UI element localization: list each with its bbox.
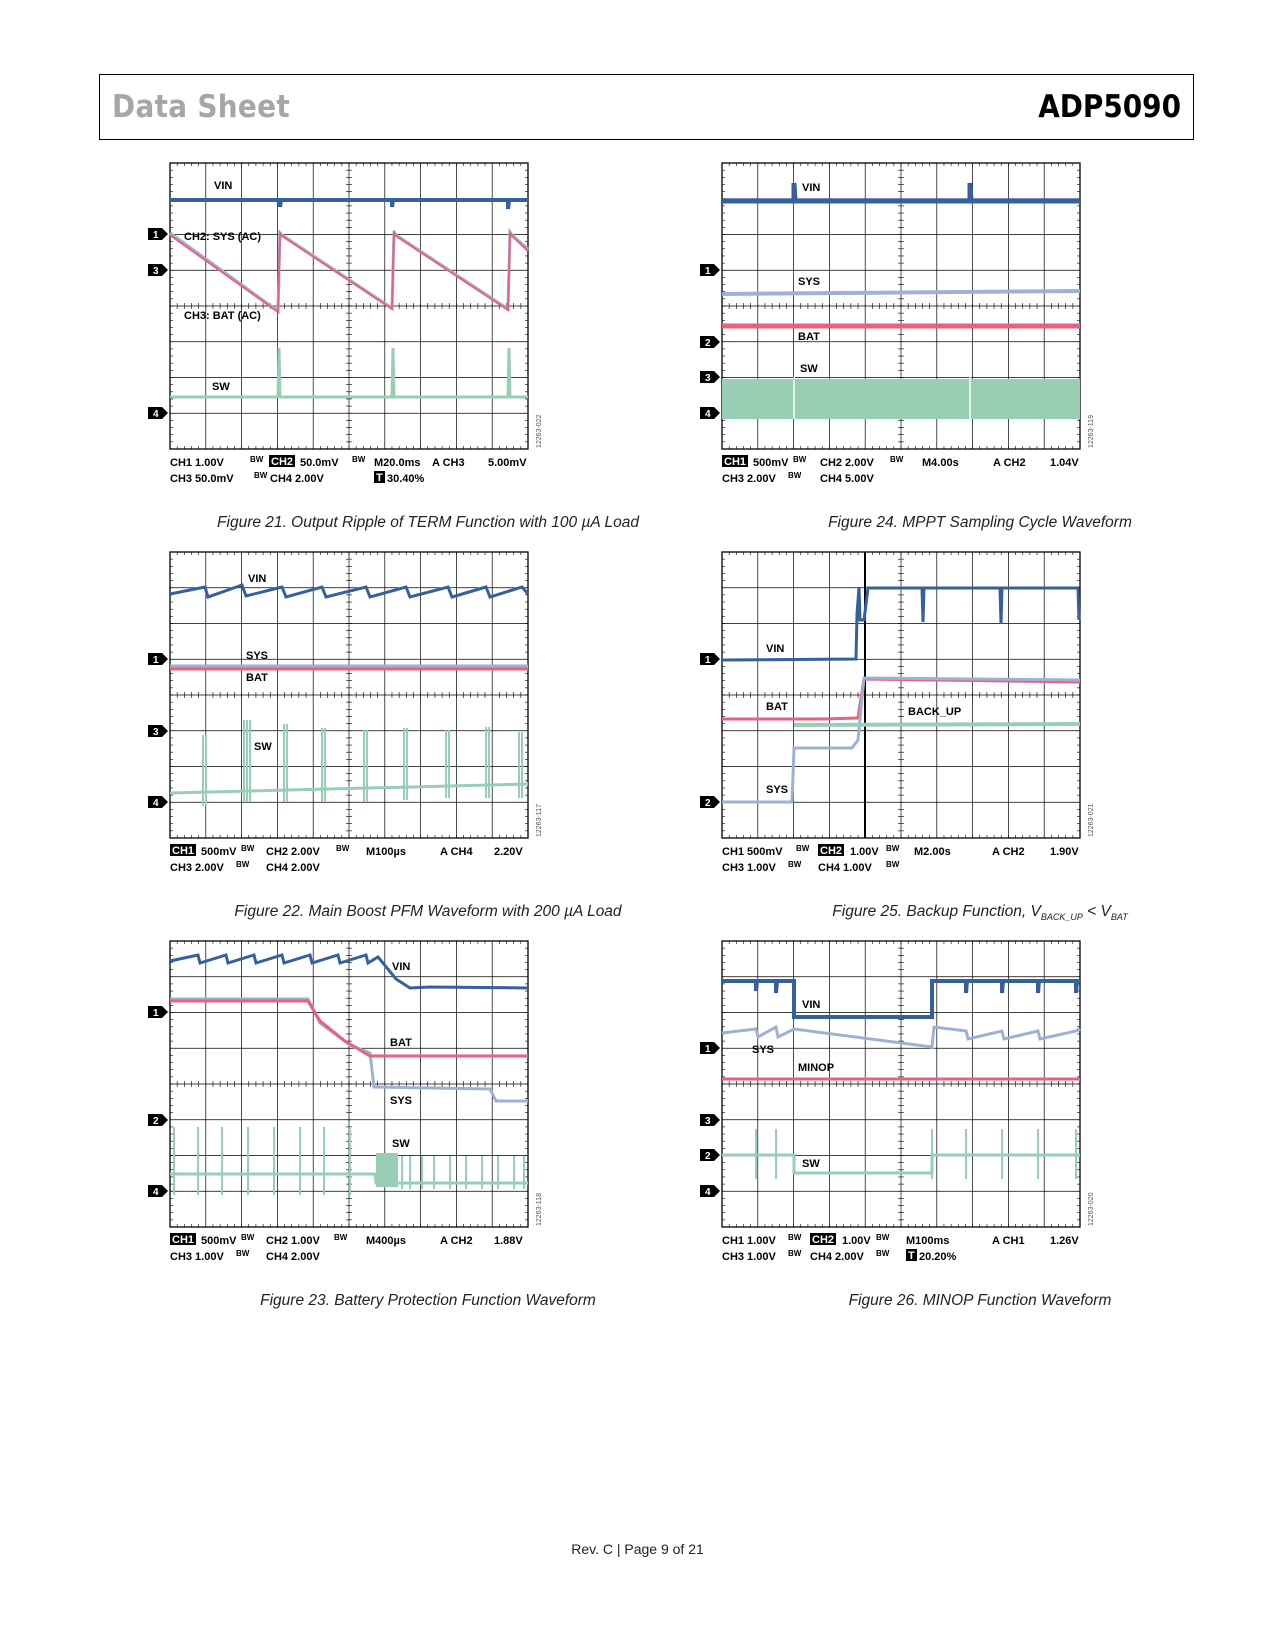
sys-trace	[722, 291, 1080, 294]
trace-labels	[184, 180, 261, 393]
svg-text:1: 1	[153, 655, 159, 666]
figure-code: 12263-117	[536, 804, 543, 837]
svg-text:1.90V: 1.90V	[1050, 846, 1079, 858]
svg-text:BW: BW	[793, 455, 807, 464]
svg-text:1: 1	[705, 655, 711, 666]
channel-markers	[700, 264, 720, 420]
svg-text:3: 3	[153, 266, 159, 277]
trace-label: VIN	[214, 180, 233, 192]
svg-text:A CH2: A CH2	[992, 846, 1025, 858]
svg-text:2.20V: 2.20V	[494, 846, 523, 858]
svg-text:BW: BW	[334, 1233, 348, 1242]
scope-fig21	[148, 160, 708, 490]
scope-status	[722, 844, 1079, 874]
svg-text:BAT: BAT	[766, 701, 788, 713]
svg-text:SW: SW	[254, 741, 272, 753]
svg-text:4: 4	[153, 1187, 159, 1198]
svg-text:4: 4	[705, 1187, 711, 1198]
figure-code: 12263-022	[536, 414, 543, 448]
scope-status	[170, 455, 527, 485]
svg-text:VIN: VIN	[392, 961, 411, 973]
scope-status	[170, 1233, 523, 1263]
svg-text:SYS: SYS	[798, 276, 821, 288]
svg-text:A CH4: A CH4	[440, 846, 473, 858]
svg-text:A CH3: A CH3	[432, 457, 465, 469]
svg-text:4: 4	[153, 409, 159, 420]
svg-text:3: 3	[705, 1116, 711, 1127]
svg-text:1: 1	[153, 230, 159, 241]
svg-text:1: 1	[705, 266, 711, 277]
scope-status	[170, 844, 523, 874]
svg-text:CH1: CH1	[172, 1234, 195, 1246]
svg-text:CH3 1.00V: CH3 1.00V	[722, 862, 776, 874]
svg-text:CH3 1.00V: CH3 1.00V	[170, 1251, 224, 1263]
svg-text:CH2 2.00V: CH2 2.00V	[266, 846, 320, 858]
svg-text:M100ms: M100ms	[906, 1235, 950, 1247]
figure-code: 12263-021	[1088, 803, 1095, 837]
svg-text:BW: BW	[336, 844, 350, 853]
svg-text:BW: BW	[352, 455, 366, 464]
svg-text:VIN: VIN	[802, 182, 821, 194]
svg-text:M400µs: M400µs	[366, 1235, 406, 1247]
channel-markers	[148, 228, 168, 420]
svg-text:SW: SW	[802, 1158, 820, 1170]
svg-text:1: 1	[153, 1008, 159, 1019]
svg-text:4: 4	[153, 798, 159, 809]
scope-fig23	[148, 938, 708, 1268]
svg-text:1: 1	[705, 1044, 711, 1055]
svg-text:BW: BW	[250, 455, 264, 464]
svg-text:M100µs: M100µs	[366, 846, 406, 858]
figure-code: 12263-020	[1088, 1192, 1095, 1226]
svg-text:BW: BW	[788, 471, 802, 480]
svg-text:CH2 1.00V: CH2 1.00V	[266, 1235, 320, 1247]
sw-spikes	[174, 1127, 524, 1195]
channel-markers	[148, 653, 168, 809]
svg-text:30.40%: 30.40%	[387, 473, 425, 485]
svg-text:VIN: VIN	[766, 643, 785, 655]
trace-label: CH2: SYS (AC)	[184, 231, 262, 243]
svg-text:BW: BW	[788, 1249, 802, 1258]
svg-text:BW: BW	[241, 844, 255, 853]
svg-text:CH1: CH1	[172, 845, 195, 857]
svg-text:BW: BW	[796, 844, 810, 853]
svg-text:CH3 1.00V: CH3 1.00V	[722, 1251, 776, 1263]
svg-text:3: 3	[153, 727, 159, 738]
svg-text:BW: BW	[876, 1233, 890, 1242]
svg-text:BW: BW	[788, 1233, 802, 1242]
svg-text:BAT: BAT	[798, 331, 820, 343]
svg-text:BW: BW	[236, 1249, 250, 1258]
svg-text:BW: BW	[254, 471, 268, 480]
scope-grid	[170, 163, 528, 449]
figure-23	[148, 938, 708, 1318]
figure-25	[700, 549, 1260, 929]
figure-caption: Figure 24. MPPT Sampling Cycle Waveform	[828, 514, 1132, 531]
svg-text:CH4 2.00V: CH4 2.00V	[270, 473, 324, 485]
trace-labels	[752, 999, 834, 1170]
figure-26	[700, 938, 1260, 1318]
figure-21	[148, 160, 708, 540]
channel-markers	[148, 1006, 168, 1198]
svg-text:CH1 1.00V: CH1 1.00V	[170, 457, 224, 469]
svg-text:BW: BW	[241, 1233, 255, 1242]
figure-caption: Figure 25. Backup Function, $V_{BACK\_UP} < V_{BAT}$	[832, 903, 1128, 923]
svg-text:CH3 50.0mV: CH3 50.0mV	[170, 473, 234, 485]
page-footer: Rev. C | Page 9 of 21	[571, 1541, 704, 1557]
scope-status	[722, 455, 1079, 485]
document-type-label: Data Sheet	[112, 89, 290, 125]
svg-text:CH2: CH2	[820, 845, 843, 857]
sw-bursts	[203, 720, 522, 806]
svg-text:CH2 2.00V: CH2 2.00V	[820, 457, 874, 469]
svg-text:2: 2	[705, 338, 711, 349]
svg-text:CH1: CH1	[724, 456, 747, 468]
sw-trace	[722, 379, 1080, 419]
svg-text:CH4 2.00V: CH4 2.00V	[266, 862, 320, 874]
svg-text:CH2: CH2	[271, 456, 294, 468]
svg-text:SYS: SYS	[752, 1044, 775, 1056]
svg-text:2: 2	[705, 1151, 711, 1162]
svg-text:CH2: CH2	[812, 1234, 835, 1246]
svg-text:50.0mV: 50.0mV	[300, 457, 339, 469]
svg-text:M2.00s: M2.00s	[914, 846, 951, 858]
svg-text:1.00V: 1.00V	[850, 846, 879, 858]
figure-22	[148, 549, 708, 929]
svg-text:CH1 1.00V: CH1 1.00V	[722, 1235, 776, 1247]
figure-code: 12263-119	[1088, 415, 1095, 448]
svg-text:SW: SW	[800, 363, 818, 375]
svg-text:BAT: BAT	[390, 1037, 412, 1049]
svg-text:BW: BW	[788, 860, 802, 869]
svg-text:BW: BW	[876, 1249, 890, 1258]
svg-text:1.26V: 1.26V	[1050, 1235, 1079, 1247]
scope-grid	[170, 552, 528, 838]
trace-labels	[798, 182, 820, 375]
svg-text:BACK_UP: BACK_UP	[908, 706, 962, 718]
figure-caption: Figure 26. MINOP Function Waveform	[848, 1292, 1112, 1309]
figure-caption: Figure 23. Battery Protection Function Waveform	[260, 1292, 596, 1309]
svg-text:BW: BW	[890, 455, 904, 464]
svg-text:A CH2: A CH2	[993, 457, 1026, 469]
svg-text:CH4 5.00V: CH4 5.00V	[820, 473, 874, 485]
svg-text:2: 2	[153, 1116, 159, 1127]
backup-trace	[794, 724, 1080, 725]
svg-text:500mV: 500mV	[201, 1235, 237, 1247]
svg-text:CH3 2.00V: CH3 2.00V	[722, 473, 776, 485]
svg-text:2: 2	[705, 798, 711, 809]
figure-caption: Figure 22. Main Boost PFM Waveform with 200 µA Load	[234, 903, 622, 920]
svg-text:CH4 2.00V: CH4 2.00V	[810, 1251, 864, 1263]
svg-text:CH3 2.00V: CH3 2.00V	[170, 862, 224, 874]
svg-text:500mV: 500mV	[201, 846, 237, 858]
svg-text:BAT: BAT	[246, 672, 268, 684]
svg-text:SYS: SYS	[766, 784, 789, 796]
svg-text:SYS: SYS	[390, 1095, 413, 1107]
scope-fig22	[148, 549, 708, 879]
svg-text:VIN: VIN	[248, 573, 267, 585]
channel-markers	[700, 1042, 720, 1198]
svg-text:M20.0ms: M20.0ms	[374, 457, 421, 469]
scope-fig26	[700, 938, 1260, 1268]
svg-text:SYS: SYS	[246, 650, 269, 662]
svg-text:CH4 2.00V: CH4 2.00V	[266, 1251, 320, 1263]
svg-text:BW: BW	[886, 860, 900, 869]
svg-text:1.00V: 1.00V	[842, 1235, 871, 1247]
svg-text:BW: BW	[886, 844, 900, 853]
svg-text:CH4 1.00V: CH4 1.00V	[818, 862, 872, 874]
svg-text:T: T	[908, 1250, 915, 1262]
trace-label: CH3: BAT (AC)	[184, 310, 261, 322]
figure-caption: Figure 21. Output Ripple of TERM Function with 100 µA Load	[217, 514, 639, 531]
channel-markers	[700, 653, 720, 809]
svg-text:4: 4	[705, 409, 711, 420]
svg-text:M4.00s: M4.00s	[922, 457, 959, 469]
svg-text:3: 3	[705, 373, 711, 384]
page-header	[99, 74, 1194, 140]
svg-text:5.00mV: 5.00mV	[488, 457, 527, 469]
scope-fig24	[700, 160, 1260, 490]
figure-24	[700, 160, 1260, 540]
svg-text:1.88V: 1.88V	[494, 1235, 523, 1247]
svg-text:VIN: VIN	[802, 999, 821, 1011]
svg-text:1.04V: 1.04V	[1050, 457, 1079, 469]
svg-text:MINOP: MINOP	[798, 1062, 835, 1074]
svg-text:BW: BW	[236, 860, 250, 869]
svg-text:SW: SW	[392, 1138, 410, 1150]
svg-text:A CH1: A CH1	[992, 1235, 1025, 1247]
svg-text:A CH2: A CH2	[440, 1235, 473, 1247]
figure-code: 12263-118	[536, 1193, 543, 1226]
svg-text:500mV: 500mV	[753, 457, 789, 469]
part-number: ADP5090	[1038, 89, 1181, 125]
scope-fig25	[700, 549, 1260, 879]
svg-text:20.20%: 20.20%	[919, 1251, 957, 1263]
scope-status	[722, 1233, 1079, 1263]
svg-text:CH1 500mV: CH1 500mV	[722, 846, 783, 858]
trace-label: SW	[212, 381, 230, 393]
svg-text:T: T	[376, 472, 383, 484]
